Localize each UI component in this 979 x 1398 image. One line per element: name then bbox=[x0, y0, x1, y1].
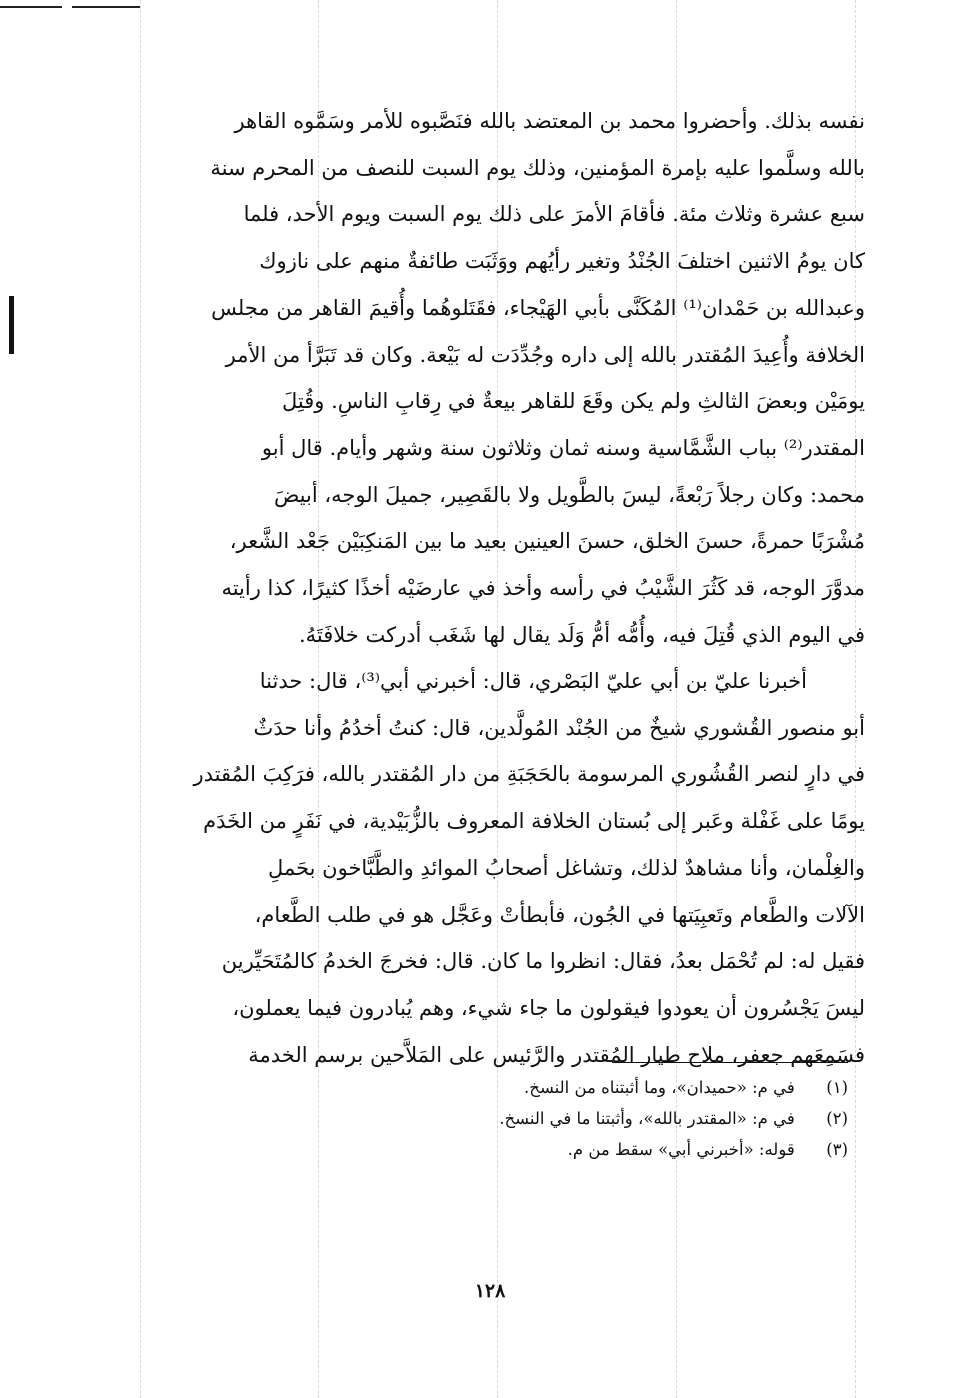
text-line: في دارٍ لنصر القُشُوري المرسومة بالحَجَبَةِ من دار المُقتدر بالله، فرَكِبَ المُقتدر bbox=[193, 762, 865, 787]
text-line: الآلات والطَّعام وتَعبِيَتها في الجُون، فأبطأتْ وعَجَّل هو في طلب الطَّعام، bbox=[254, 902, 865, 927]
margin-mark bbox=[9, 296, 14, 354]
text-line: أخبرنا عليّ بن أبي عليّ البَصْري، قال: أخبرني أبي⁽³⁾، قال: حدثنا bbox=[259, 669, 807, 693]
text-line: ليسَ يَجْسُرون أن يعودوا فيقولون ما جاء شيء، وهم يُبادرون فيما يعملون، bbox=[232, 995, 865, 1020]
footnote-separator bbox=[612, 1062, 848, 1063]
text-line: أبو منصور القُشوري شيخٌ من الجُنْد المُولَّدين، قال: كنتُ أخدُمُ وأنا حدَثٌ bbox=[253, 715, 865, 740]
text-line: يومًا على غَفْلة وعَبر إلى بُستان الخلافة المعروف بالزُّبَيْدية، في نَفَرٍ من الخَدَم bbox=[203, 809, 865, 834]
paragraph-2 bbox=[145, 658, 865, 1078]
text-line: سبع عشرة وثلاث مئة. فأقامَ الأمرَ على ذلك يوم السبت ويوم الأحد، فلما bbox=[243, 202, 865, 227]
text-line: وعبدالله بن حَمْدان⁽¹⁾ المُكَنَّى بأبي الهَيْجاء، فقَتَلوهُما وأُقيمَ القاهر من مجلس bbox=[211, 295, 865, 320]
footnote-text: في م: «حميدان»، وما أثبتناه من النسخ. bbox=[524, 1078, 795, 1097]
footnote-number: (١) bbox=[826, 1078, 848, 1097]
footnote bbox=[420, 1103, 848, 1134]
text-line: مدوَّرَ الوجه، قد كَثُرَ الشَّيْبُ في رأسه وأخذ في عارضَيْه أخذًا كثيرًا، كذا رأيته bbox=[221, 576, 865, 601]
text-line: يومَيْن وبعضَ الثالثِ ولم يكن وقَعَ للقاهر بيعةٌ في رِقابِ الناسِ. وقُتِلَ bbox=[281, 389, 865, 414]
footnote bbox=[420, 1134, 848, 1165]
footnotes bbox=[420, 1072, 848, 1165]
page-number: ١٢٨ bbox=[474, 1280, 506, 1302]
scan-guide-line bbox=[140, 0, 141, 1398]
text-line: والغِلْمان، وأنا مشاهدٌ لذلك، وتشاغل أصحابُ الموائدِ والطَّبَّاخون بحَملِ bbox=[268, 855, 865, 880]
top-edge-mark bbox=[0, 6, 62, 8]
footnote bbox=[420, 1072, 848, 1103]
text-line: المقتدر⁽²⁾ بباب الشَّمَّاسية وسنه ثمان وثلاثون سنة وشهر وأيام. قال أبو bbox=[261, 435, 865, 460]
top-edge-mark bbox=[72, 6, 140, 8]
text-line: محمد: وكان رجلاً رَبْعةً، ليسَ بالطَّويل ولا بالقَصِير، جميلَ الوجه، أبيضَ bbox=[273, 482, 865, 507]
text-line: نفسه بذلك. وأحضروا محمد بن المعتضد بالله فنَصَّبوه للأمر وسَمَّوه القاهر bbox=[234, 109, 865, 133]
paragraph-1 bbox=[145, 98, 865, 658]
text-line: بالله وسلَّموا عليه بإمرة المؤمنين، وذلك يوم السبت للنصف من المحرم سنة bbox=[210, 155, 865, 180]
footnote-number: (٢) bbox=[826, 1109, 848, 1128]
text-line: فقيل له: لم تُحْمَل بعدُ، فقال: انظروا ما كان. قال: فخرجَ الخدمُ كالمُتَحَيِّرين bbox=[221, 949, 865, 974]
text-line: مُشْرَبًا حمرةً، حسنَ الخلق، حسنَ العينين بعيد ما بين المَنكِبَيْن جَعْد الشَّعر، bbox=[229, 529, 865, 554]
text-line: كان يومُ الاثنين اختلفَ الجُنْدُ وتغير رأيُهم ووَثَبَت طائفةٌ منهم على نازوك bbox=[259, 249, 865, 274]
text-line: في اليوم الذي قُتِلَ فيه، وأُمُّه أمُّ وَلَد يقال لها شَغَب أدركت خلافَتَهُ. bbox=[298, 622, 865, 647]
text-line: الخلافة وأُعِيدَ المُقتدر بالله إلى داره وجُدِّدَت له بَيْعة. وكان قد تَبَرَّأ من الأمر bbox=[225, 342, 865, 367]
footnote-text: في م: «المقتدر بالله»، وأثبتنا ما في النسخ. bbox=[499, 1109, 795, 1128]
text-line: فسَمِعَهم جعفر، ملاح طيار المُقتدر والرَّئيس على المَلاَّحين برسم الخدمة bbox=[248, 1042, 865, 1067]
footnote-number: (٣) bbox=[826, 1140, 848, 1159]
footnote-text: قوله: «أخبرني أبي» سقط من م. bbox=[567, 1140, 795, 1159]
